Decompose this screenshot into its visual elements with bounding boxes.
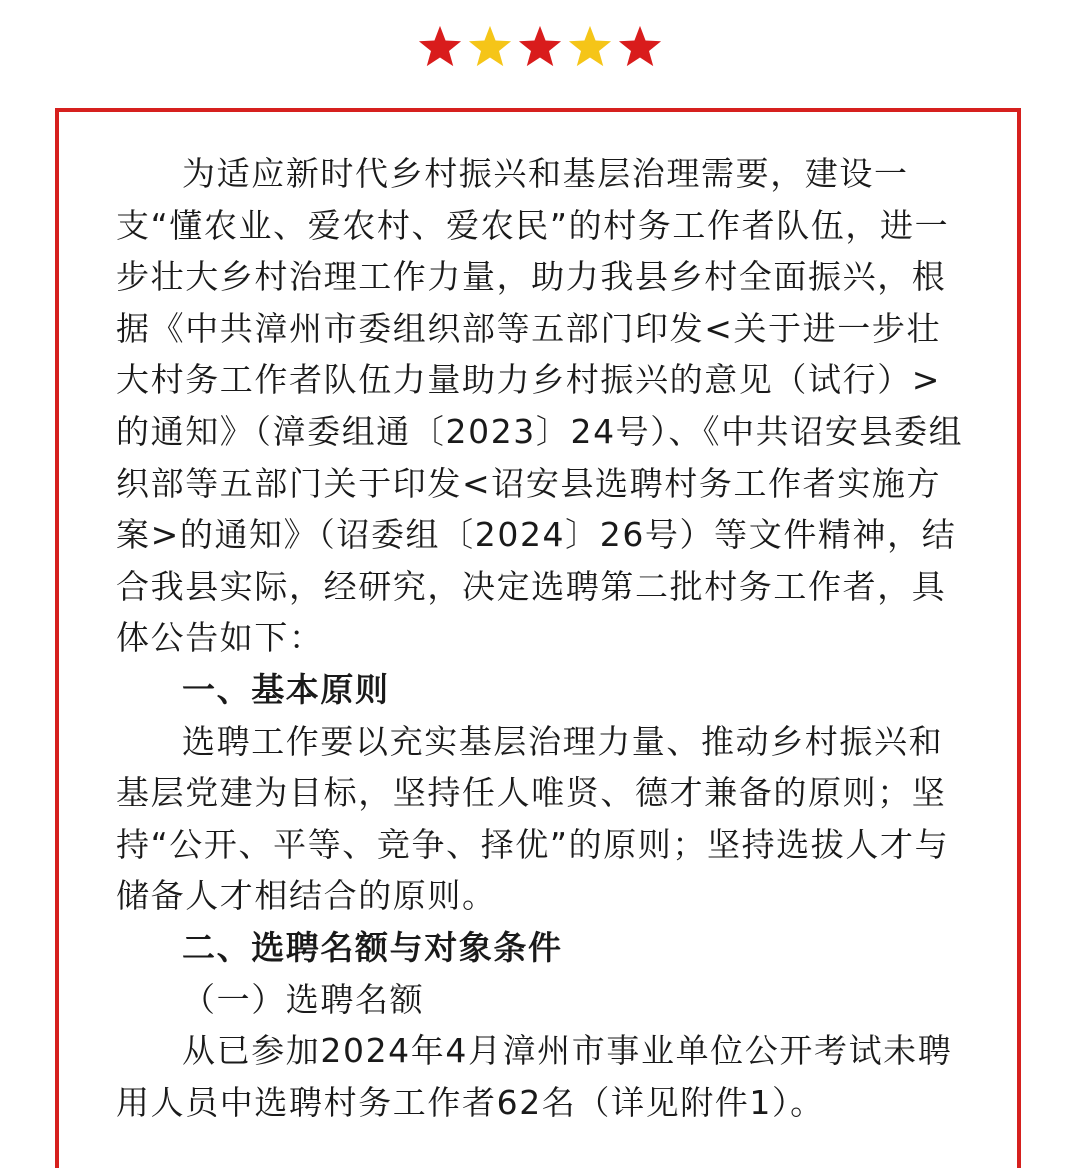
star-rating-decoration — [0, 24, 1080, 72]
red-star-icon — [417, 24, 463, 70]
subsection-heading-quota: （一）选聘名额 — [182, 979, 425, 1019]
principles-paragraph: 选聘工作要以充实基层治理力量、推动乡村振兴和基层党建为目标，坚持任人唯贤、德才兼备的原则；坚持“公开、平等、竞争、择优”的原则；坚持选拔人才与储备人才相结合的原则。 — [116, 721, 950, 916]
red-star-icon — [517, 24, 563, 70]
quota-paragraph: 从已参加2024年4月漳州市事业单位公开考试未聘用人员中选聘村务工作者62名（详见附件1）。 — [116, 1031, 953, 1122]
section-heading-quota-conditions: 二、选聘名额与对象条件 — [182, 927, 563, 967]
gold-star-icon — [467, 24, 513, 70]
announcement-body — [116, 148, 966, 1128]
gold-star-icon — [567, 24, 613, 70]
intro-paragraph: 为适应新时代乡村振兴和基层治理需要，建设一支“懂农业、爱农村、爱农民”的村务工作者队伍，进一步壮大乡村治理工作力量，助力我县乡村全面振兴，根据《中共漳州市委组织部等五部门印发<关于进一步壮大村务工作者队伍力量助力乡村振兴的意见（试行）>的通知》（漳委组通〔2023〕24号）、《中共诏安县委组织部等五部门关于印发<诏安县选聘村务工作者实施方案>的通知》（诏委组〔2024〕26号）等文件精神，结合我县实际，经研究，决定选聘第二批村务工作者，具体公告如下： — [116, 154, 964, 658]
section-heading-principles: 一、基本原则 — [182, 669, 390, 709]
red-star-icon — [617, 24, 663, 70]
